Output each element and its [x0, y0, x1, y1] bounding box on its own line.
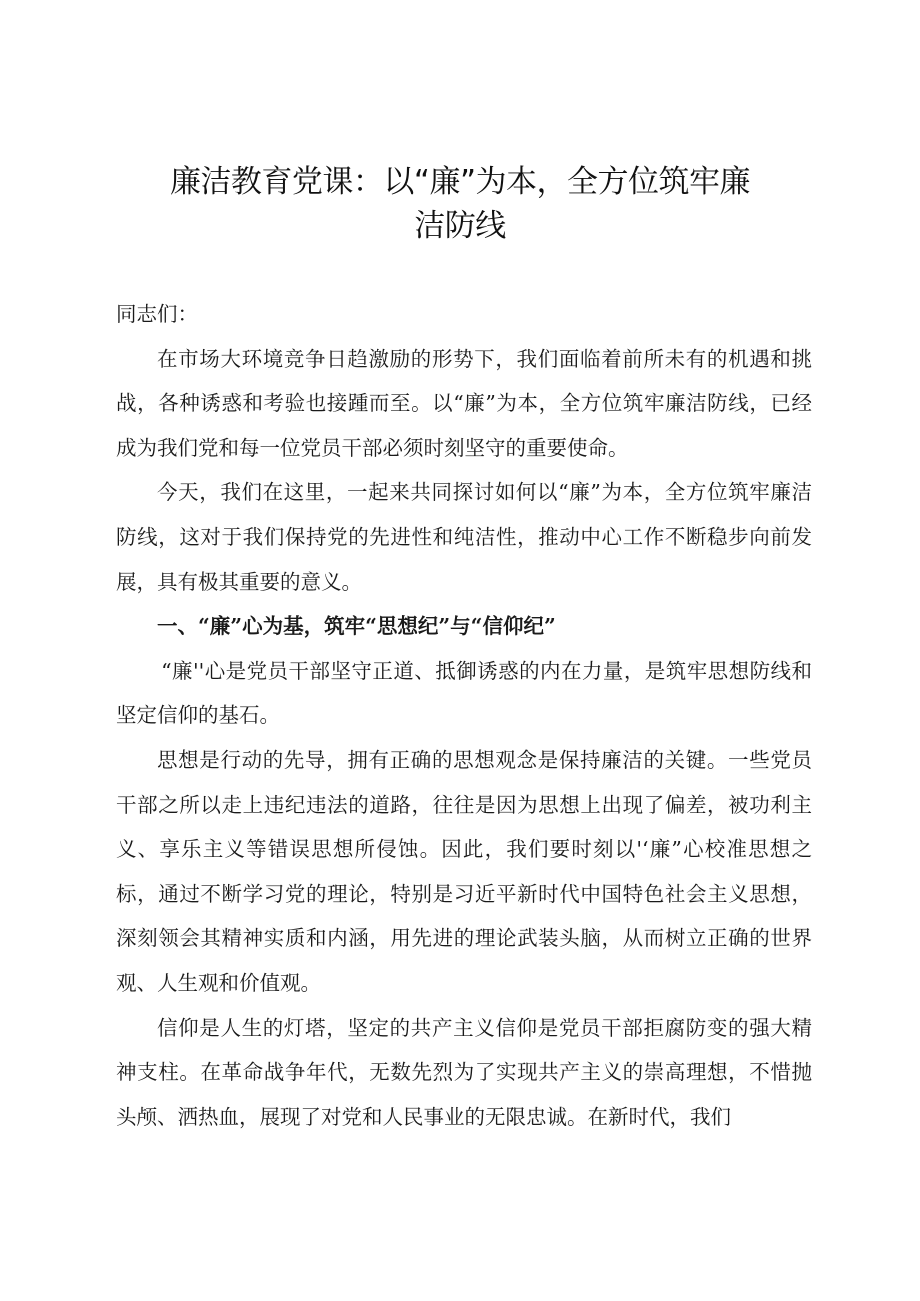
salutation: 同志们：: [116, 302, 198, 326]
title-line-2: 洁防线: [414, 208, 506, 244]
section1-paragraph-1: “廉''心是党员干部坚守正道、抵御诱惑的内在力量，是筑牢思想防线和坚定信仰的基石。: [116, 658, 812, 728]
paragraph-intro-1: 在市场大环境竞争日趋激励的形势下，我们面临着前所未有的机遇和挑战，各种诱惑和考验也接踵而至。以“廉”为本，全方位筑牢廉洁防线，已经成为我们党和每一位党员干部必须时刻坚守的重要使命。: [116, 346, 812, 460]
paragraph-intro-2: 今天，我们在这里，一起来共同探讨如何以“廉”为本，全方位筑牢廉洁防线，这对于我们保持党的先进性和纯洁性，推动中心工作不断稳步向前发展，具有极其重要的意义。: [116, 480, 812, 594]
document-title: [100, 160, 820, 248]
title-line-1: 廉洁教育党课：以“廉”为本，全方位筑牢廉: [169, 164, 751, 200]
document-body: [116, 292, 812, 1139]
section1-paragraph-3: 信仰是人生的灯塔，坚定的共产主义信仰是党员干部拒腐防变的强大精神支柱。在革命战争年代，无数先烈为了实现共产主义的崇高理想，不惜抛头颅、洒热血，展现了对党和人民事业的无限忠诚。在新时代，我们: [116, 1015, 812, 1129]
section1-paragraph-2: 思想是行动的先导，拥有正确的思想观念是保持廉洁的关键。一些党员干部之所以走上违纪违法的道路，往往是因为思想上出现了偏差，被功利主义、享乐主义等错误思想所侵蚀。因此，我们要时刻以'‘廉”心校准思想之标，通过不断学习党的理论，特别是习近平新时代中国特色社会主义思想，深刻领会其精神实质和内涵，用先进的理论武装头脑，从而树立正确的世界观、人生观和价值观。: [116, 747, 812, 995]
section-heading-1: 一、“廉”心为基，筑牢“思想纪”与“信仰纪”: [157, 614, 556, 639]
